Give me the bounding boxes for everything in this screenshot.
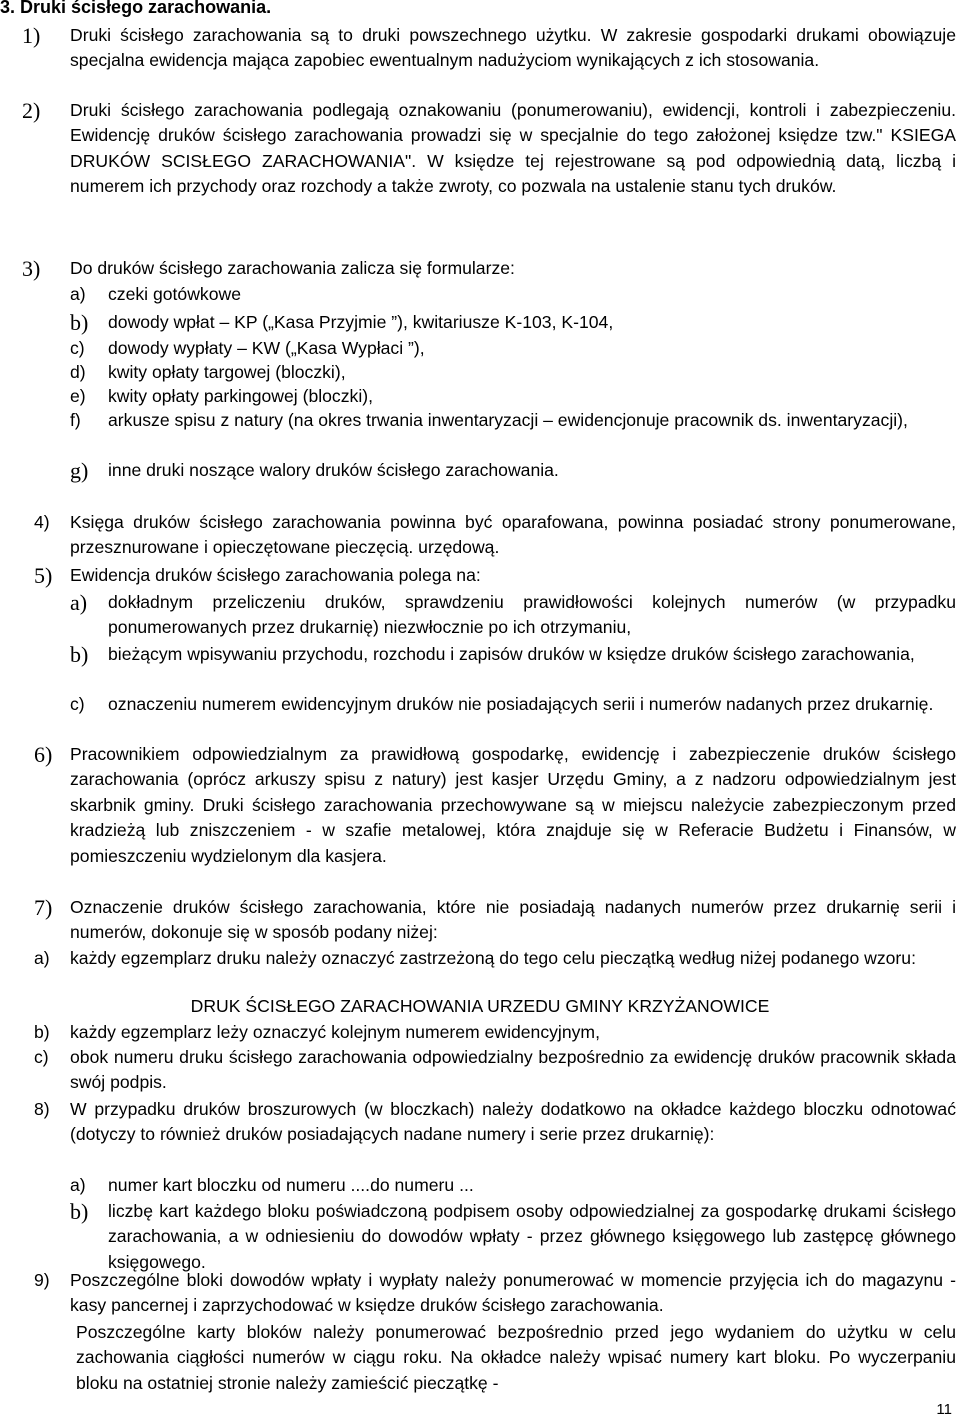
list-marker: b) [70, 310, 89, 335]
paragraph-8 [0, 1097, 960, 1148]
list-text: inne druki noszące walory druków ścisłego zarachowania. [108, 460, 559, 480]
paragraph-4 [0, 510, 960, 561]
list-item [0, 360, 960, 385]
list-marker: a) [70, 590, 88, 615]
paragraph-text: W przypadku druków broszurowych (w bloczkach) należy dodatkowo na okładce każdego bloczku odnotować (dotyczy to również druków posiadających nadane numery i serie przez drukarnię): [70, 1099, 956, 1145]
list-text: kwity opłaty targowej (bloczki), [108, 362, 346, 382]
paragraph-number: 6) [34, 742, 53, 767]
list-marker: b) [70, 1199, 89, 1224]
list-item [0, 1045, 960, 1096]
list-text: obok numeru druku ścisłego zarachowania odpowiedzialny bezpośrednio za ewidencję druków pracownik składa swój podpis. [70, 1047, 956, 1093]
paragraph-number: 5) [34, 563, 53, 588]
list-marker: a) [34, 948, 50, 968]
list-item [0, 692, 960, 717]
list-item [0, 408, 960, 433]
paragraph-6 [0, 742, 960, 869]
stamp-text: DRUK ŚCISŁEGO ZARACHOWANIA URZEDU GMINY KRZYŻANOWICE [190, 996, 770, 1016]
list-text: liczbę kart każdego bloku poświadczoną podpisem osoby odpowiedzialnej za gospodarkę drukami ścisłego zarachowania, a w odniesieniu do dowodów wpłaty - przez głównego księgowego lub zastępcę głównego księgowego. [108, 1201, 956, 1272]
page-number: 11 [936, 1401, 952, 1418]
list-marker: d) [70, 362, 86, 382]
list-marker: c) [70, 694, 85, 714]
list-item [0, 946, 960, 971]
paragraph-text: Druki ścisłego zarachowania podlegają oznakowaniu (ponumerowaniu), ewidencji, kontroli i zabezpieczeniu. Ewidencję druków ścisłego zarachowania prowadzi się w specjalnie do tego założonej księdze tzw." KSIEGA DRUKÓW SCISŁEGO ZARACHOWANIA". W księdze tej rejestrowane są pod odpowiednią datą, liczbą i numerem ich przychody oraz rozchody a także zwroty, co pozwala na ustalenie stanu tych druków. [70, 100, 956, 197]
paragraph-number: 9) [34, 1270, 50, 1290]
list-text: bieżącym wpisywaniu przychodu, rozchodu i zapisów druków w księdze druków ścisłego zarachowania, [108, 644, 915, 664]
list-item [0, 336, 960, 361]
paragraph-number: 3) [22, 256, 41, 281]
paragraph-text: Ewidencja druków ścisłego zarachowania polega na: [70, 565, 481, 585]
list-text: dokładnym przeliczeniu druków, sprawdzeniu prawidłowości kolejnych numerów (w przypadku ponumerowanych przez drukarnię) niezwłocznie po ich otrzymaniu, [108, 592, 956, 638]
list-marker: g) [70, 458, 89, 483]
list-text: numer kart bloczku od numeru ....do numeru ... [108, 1175, 474, 1195]
list-marker: c) [70, 338, 85, 358]
paragraph-number: 2) [22, 98, 41, 123]
list-marker: c) [34, 1047, 49, 1067]
paragraph-1 [0, 23, 960, 74]
list-item [0, 310, 960, 335]
paragraph-3 [0, 256, 960, 281]
paragraph-7 [0, 895, 960, 946]
list-text: kwity opłaty parkingowej (bloczki), [108, 386, 373, 406]
paragraph-number: 8) [34, 1099, 50, 1119]
section-title: 3. Druki ścisłego zarachowania. [0, 0, 272, 17]
list-marker: e) [70, 386, 86, 406]
list-marker: b) [34, 1022, 50, 1042]
paragraph-text: Księga druków ścisłego zarachowania powinna być oparafowana, powinna posiadać strony ponumerowane, przesznurowane i opieczętowane pieczęcią. urzędową. [70, 512, 956, 558]
list-item [0, 590, 960, 641]
paragraph-number: 7) [34, 895, 53, 920]
list-item [0, 458, 960, 483]
paragraph-text: Druki ścisłego zarachowania są to druki powszechnego użytku. W zakresie gospodarki drukami obowiązuje specjalna ewidencja mająca zapobiec ewentualnym nadużyciom wynikających z ich stosowania. [70, 25, 956, 71]
list-marker: a) [70, 284, 86, 304]
paragraph-5 [0, 563, 960, 588]
paragraph-2 [0, 98, 960, 200]
list-marker: b) [70, 642, 89, 667]
paragraph-text: Pracownikiem odpowiedzialnym za prawidłową gospodarkę, ewidencję i zabezpieczenie druków ścisłego zarachowania (oprócz arkuszy spisu z natury) jest kasjer Urzędu Gminy, a z nadzoru odpowiedzialnym jest skarbnik gminy. Druki ścisłego zarachowania przechowywane są w miejscu należycie zabezpieczonym przed kradzieżą lub zniszczeniem - w szafie metalowej, która znajduje się w Referacie Budżetu i Finansów, w pomieszczeniu wydzielonym dla kasjera. [70, 744, 956, 866]
list-text: każdy egzemplarz leży oznaczyć kolejnym numerem ewidencyjnym, [70, 1022, 600, 1042]
list-text: dowody wpłat – KP („Kasa Przyjmie ”), kwitariusze K-103, K-104, [108, 312, 614, 332]
paragraph-number: 1) [22, 23, 41, 48]
paragraph-9 [0, 1268, 960, 1319]
list-text: dowody wypłaty – KW („Kasa Wypłaci ”), [108, 338, 425, 358]
list-item [0, 282, 960, 307]
list-item [0, 1020, 960, 1045]
list-text: każdy egzemplarz druku należy oznaczyć zastrzeżoną do tego celu pieczątką według niżej podanego wzoru: [70, 948, 916, 968]
list-text: oznaczeniu numerem ewidencyjnym druków nie posiadających serii i numerów nadanych przez drukarnię. [108, 694, 934, 714]
paragraph-text: Do druków ścisłego zarachowania zalicza się formularze: [70, 258, 515, 278]
paragraph-text: Oznaczenie druków ścisłego zarachowania, które nie posiadają nadanych numerów przez drukarnię serii i numerów, dokonuje się w sposób podany niżej: [70, 897, 956, 943]
list-marker: a) [70, 1175, 86, 1195]
list-text: czeki gotówkowe [108, 284, 241, 304]
list-item [0, 1173, 960, 1198]
list-item [0, 642, 960, 667]
list-item [0, 384, 960, 409]
paragraph-text: Poszczególne bloki dowodów wpłaty i wypłaty należy ponumerować w momencie przyjęcia ich do magazynu - kasy pancernej i zaprzychodować w księdze druków ścisłego zarachowania. [70, 1270, 956, 1316]
list-item [0, 1199, 960, 1275]
list-marker: f) [70, 410, 81, 430]
paragraph-number: 4) [34, 512, 50, 532]
list-text: arkusze spisu z natury (na okres trwania inwentaryzacji – ewidencjonuje pracownik ds. inwentaryzacji), [108, 410, 908, 430]
paragraph-9-continuation: Poszczególne karty bloków należy ponumerować bezpośrednio przed jego wydaniem do użytku w celu zachowania ciągłości numerów w ciągu roku. Na okładce należy wpisać numery kart bloku. Po wyczerpaniu bloku na ostatniej stronie należy zamieścić pieczątkę - [76, 1322, 956, 1393]
